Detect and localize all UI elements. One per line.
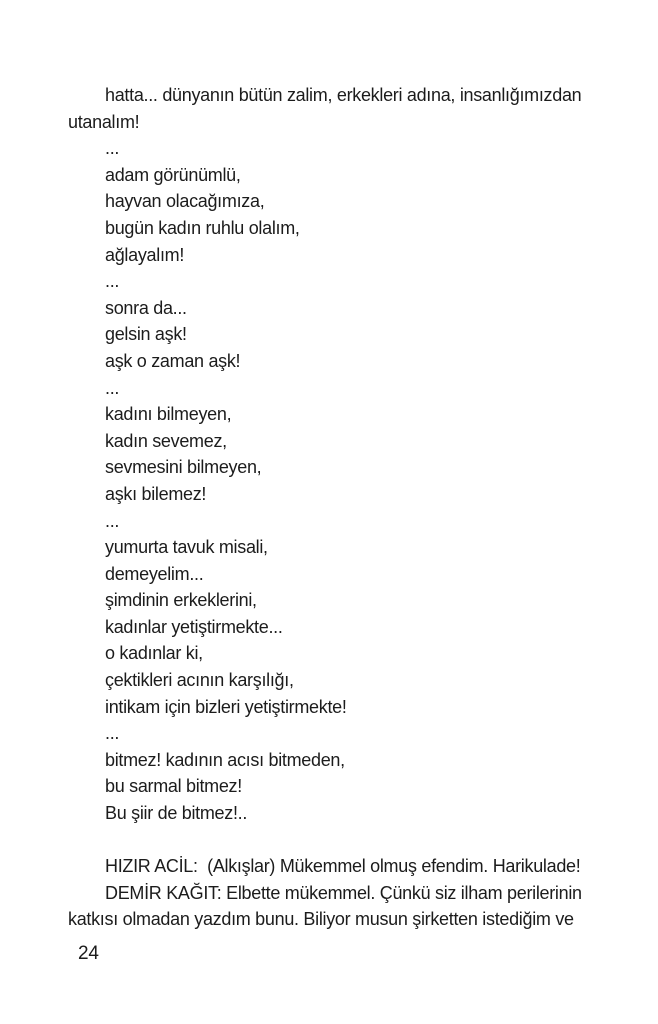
text-line: Bu şiir de bitmez!.. [105, 803, 248, 824]
text-line: sevmesini bilmeyen, [105, 457, 262, 478]
text-line: intikam için bizleri yetiştirmekte! [105, 696, 347, 717]
text-line: kadını bilmeyen, [105, 404, 232, 425]
text-line: gelsin aşk! [105, 324, 187, 345]
text-line: şimdinin erkeklerini, [105, 590, 257, 611]
text-line: ... [105, 510, 120, 531]
text-line: utanalım! [68, 111, 140, 132]
text-line: sonra da... [105, 297, 187, 318]
blank-line [68, 827, 596, 854]
text-line: ... [105, 271, 120, 292]
text-line: aşk o zaman aşk! [105, 350, 241, 371]
page-body [68, 82, 596, 933]
dialogue-line: HIZIR ACİL: (Alkışlar) Mükemmel olmuş efendim. Harikulade! [105, 856, 581, 877]
page-number: 24 [78, 943, 99, 964]
text-line: o kadınlar ki, [105, 643, 203, 664]
text-line: hayvan olacağımıza, [105, 191, 265, 212]
text-line: ... [105, 377, 120, 398]
text-line: adam görünümlü, [105, 164, 241, 185]
text-line: ağlayalım! [105, 244, 185, 265]
dialogue-line: DEMİR KAĞIT: Elbette mükemmel. Çünkü siz ilham perilerinin [105, 882, 582, 903]
text-line: hatta... dünyanın bütün zalim, erkekleri adına, insanlığımızdan [105, 85, 582, 105]
text-line: demeyelim... [105, 563, 204, 584]
text-line: bitmez! kadının acısı bitmeden, [105, 749, 345, 770]
text-line: ... [105, 723, 120, 744]
text-line: kadınlar yetiştirmekte... [105, 616, 283, 637]
text-line: bugün kadın ruhlu olalım, [105, 217, 300, 238]
text-line: yumurta tavuk misali, [105, 537, 268, 558]
text-line: çektikleri acının karşılığı, [105, 670, 294, 691]
text-line: ... [105, 138, 120, 159]
text-line: kadın sevemez, [105, 430, 227, 451]
text-line: aşkı bilemez! [105, 483, 207, 504]
dialogue-line: katkısı olmadan yazdım bunu. Biliyor musun şirketten istediğim ve [68, 909, 574, 930]
text-line: bu sarmal bitmez! [105, 776, 242, 797]
